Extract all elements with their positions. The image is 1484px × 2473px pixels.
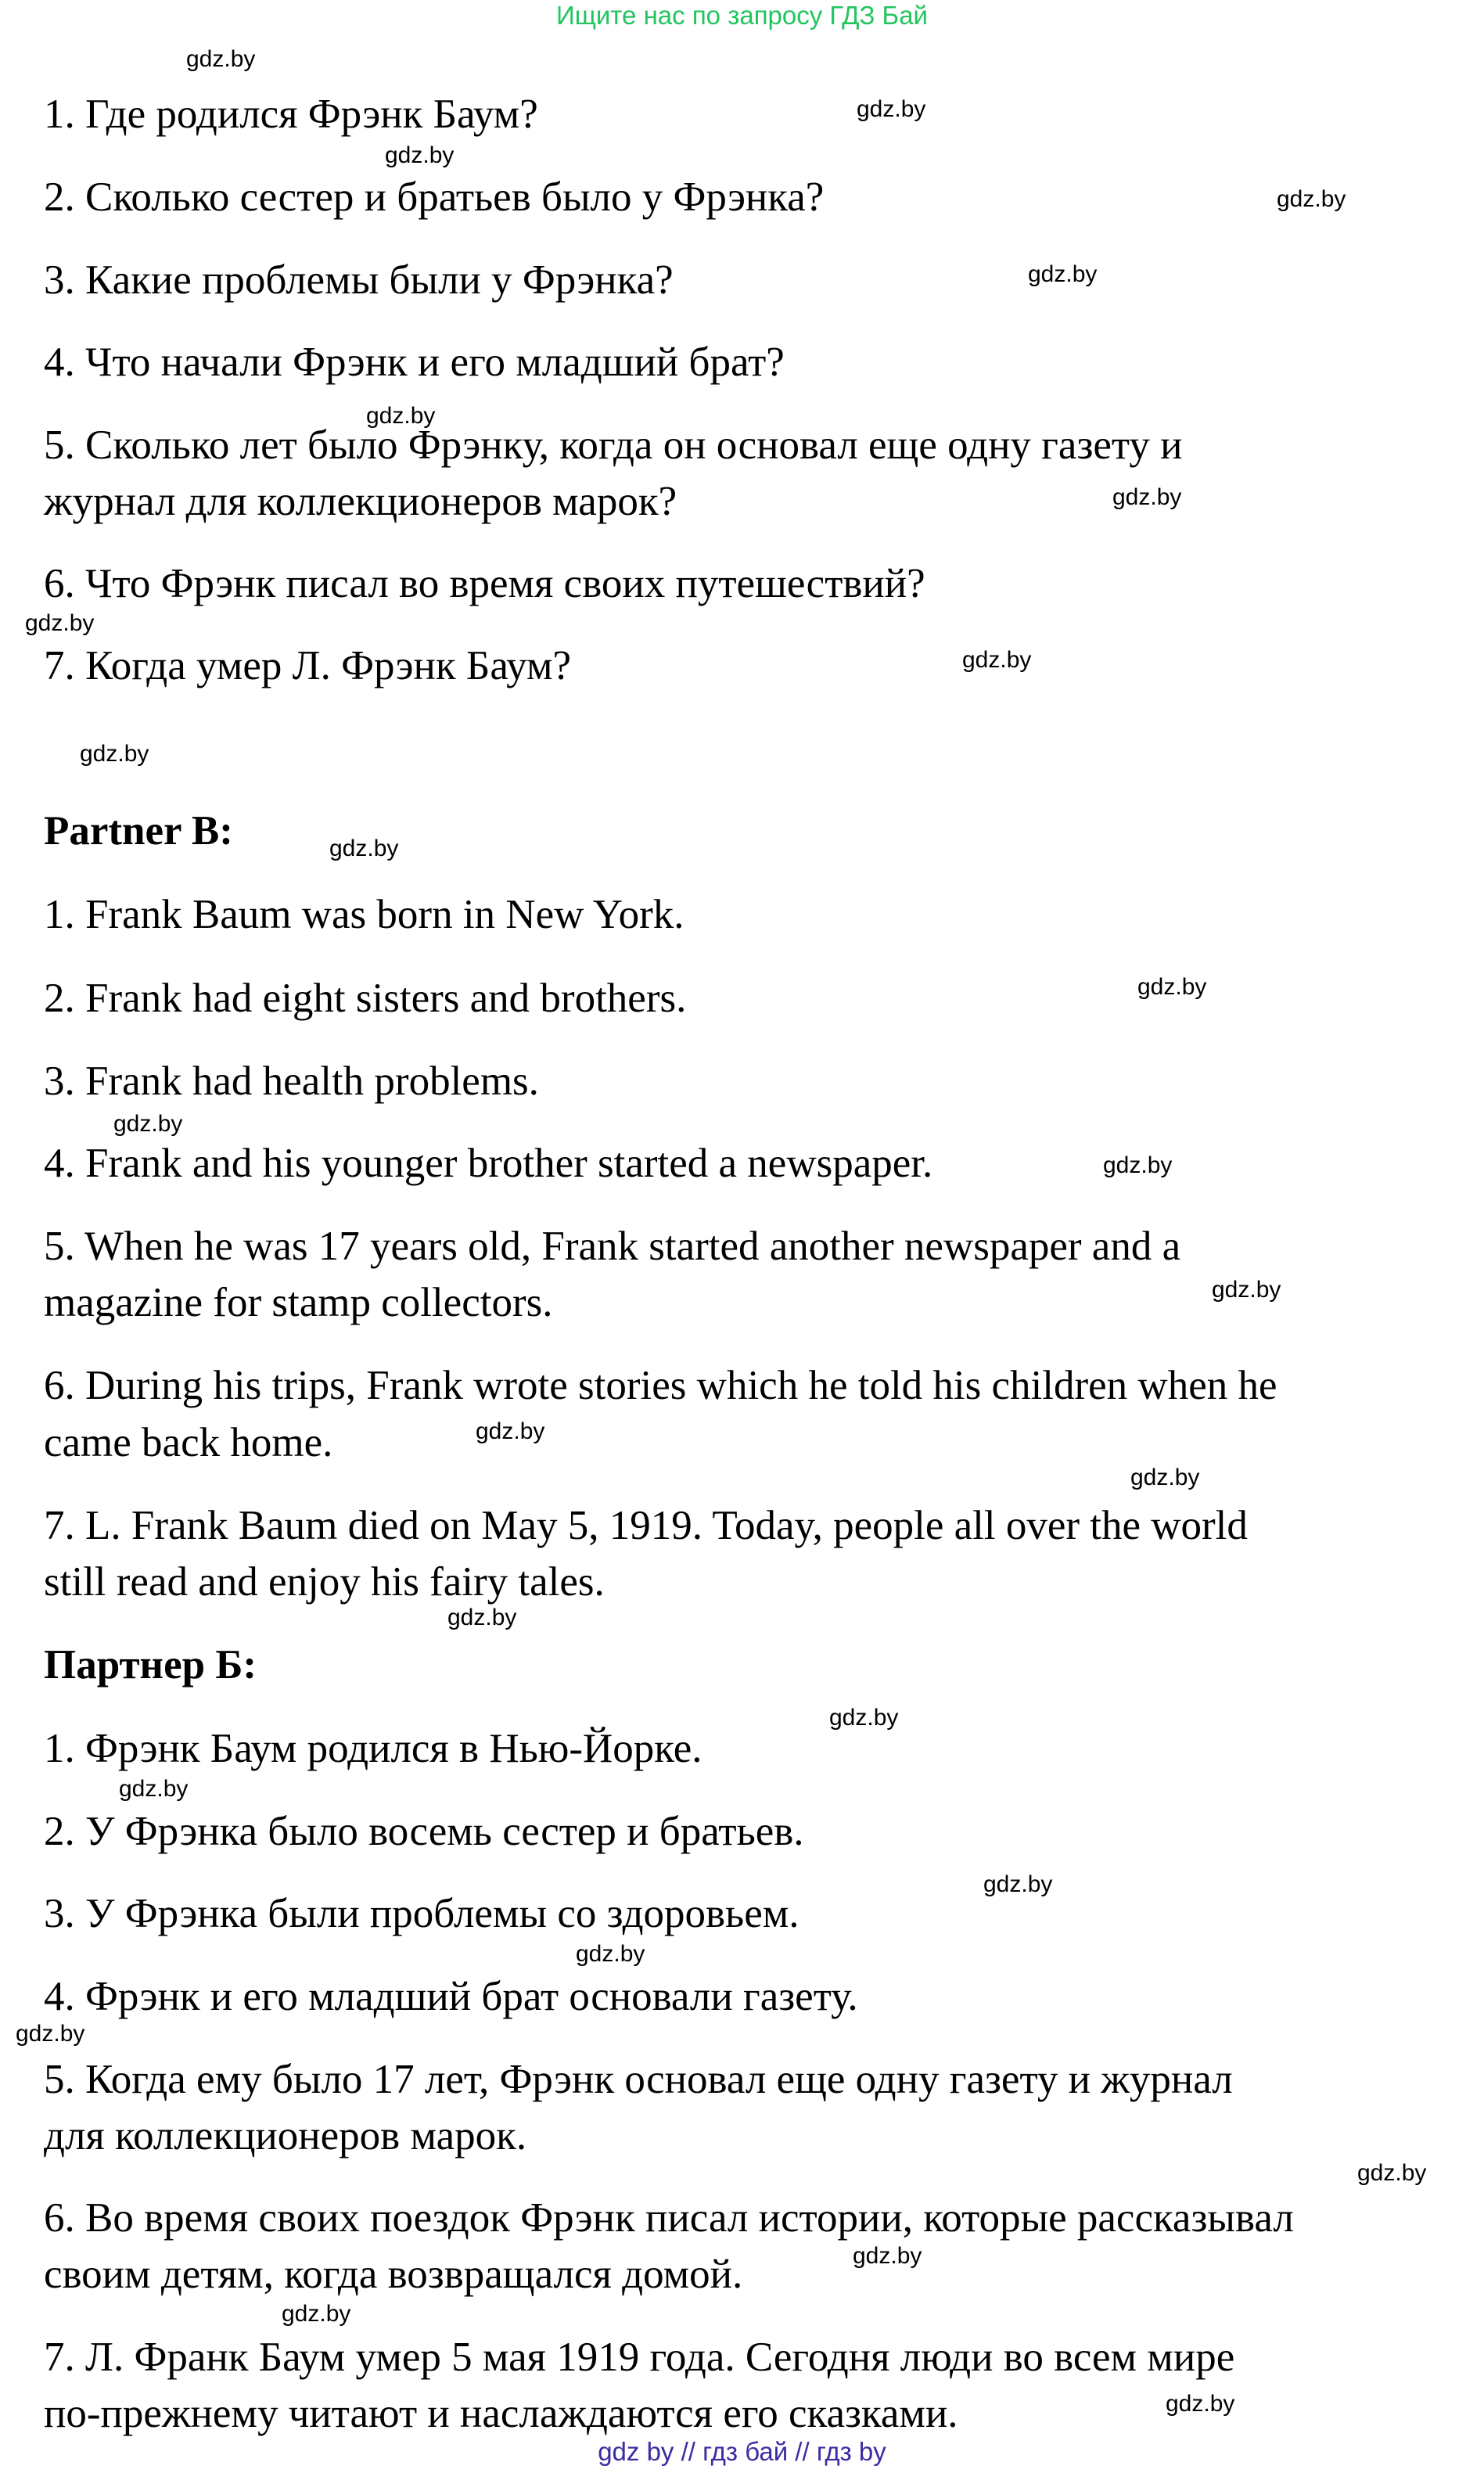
watermark: gdz.by xyxy=(1212,1277,1281,1303)
partner-b-ru-answer-5-line-2: для коллекционеров марок. xyxy=(44,2113,527,2158)
watermark: gdz.by xyxy=(80,741,149,767)
watermark: gdz.by xyxy=(857,96,926,122)
watermark: gdz.by xyxy=(385,142,455,168)
watermark: gdz.by xyxy=(1277,186,1346,212)
partner-b-answer-2: 2. Frank had eight sisters and brothers. xyxy=(44,976,687,1021)
watermark: gdz.by xyxy=(476,1418,545,1444)
partner-b-answer-3: 3. Frank had health problems. xyxy=(44,1059,539,1104)
watermark: gdz.by xyxy=(1166,2391,1235,2417)
watermark: gdz.by xyxy=(119,1776,189,1802)
partner-b-answer-6-line-2: came back home. xyxy=(44,1420,333,1465)
question-5-line-2: журнал для коллекционеров марок? xyxy=(44,479,677,524)
partner-b-ru-answer-2: 2. У Фрэнка было восемь сестер и братьев. xyxy=(44,1809,804,1854)
partner-b-ru-answer-4: 4. Фрэнк и его младший брат основали газету. xyxy=(44,1974,858,2019)
partner-b-answer-7-line-2: still read and enjoy his fairy tales. xyxy=(44,1559,605,1605)
watermark: gdz.by xyxy=(25,610,95,636)
watermark: gdz.by xyxy=(829,1705,899,1731)
partner-b-ru-answer-7-line-2: по-прежнему читают и наслаждаются его сказками. xyxy=(44,2391,958,2436)
watermark: gdz.by xyxy=(366,403,436,429)
watermark: gdz.by xyxy=(1357,2160,1427,2186)
question-2: 2. Сколько сестер и братьев было у Фрэнка? xyxy=(44,174,825,220)
watermark: gdz.by xyxy=(329,836,399,861)
question-3: 3. Какие проблемы были у Фрэнка? xyxy=(44,257,674,303)
watermark: gdz.by xyxy=(983,1871,1053,1897)
partner-b-heading: Partner B: xyxy=(44,808,233,854)
partner-b-ru-answer-1: 1. Фрэнк Баум родился в Нью-Йорке. xyxy=(44,1726,702,1771)
watermark: gdz.by xyxy=(1137,974,1207,1000)
partner-b-answer-1: 1. Frank Baum was born in New York. xyxy=(44,892,685,937)
partner-b-ru-answer-6-line-2: своим детям, когда возвращался домой. xyxy=(44,2252,743,2297)
watermark: gdz.by xyxy=(1130,1465,1200,1490)
partner-b-answer-4: 4. Frank and his younger brother started a newspaper. xyxy=(44,1141,933,1186)
partner-b-answer-7-line-1: 7. L. Frank Baum died on May 5, 1919. Today, people all over the world xyxy=(44,1503,1248,1548)
partner-b-answer-5-line-2: magazine for stamp collectors. xyxy=(44,1280,553,1325)
partner-b-ru-answer-7-line-1: 7. Л. Франк Баум умер 5 мая 1919 года. Сегодня люди во всем мире xyxy=(44,2335,1235,2380)
partner-b-answer-5-line-1: 5. When he was 17 years old, Frank started another newspaper and a xyxy=(44,1224,1181,1269)
partner-b-ru-heading: Партнер Б: xyxy=(44,1642,257,1688)
partner-b-ru-answer-6-line-1: 6. Во время своих поездок Фрэнк писал истории, которые рассказывал xyxy=(44,2195,1294,2241)
partner-b-ru-answer-5-line-1: 5. Когда ему было 17 лет, Фрэнк основал еще одну газету и журнал xyxy=(44,2057,1233,2102)
watermark: gdz.by xyxy=(113,1111,183,1137)
question-1: 1. Где родился Фрэнк Баум? xyxy=(44,92,538,137)
watermark: gdz.by xyxy=(447,1605,517,1630)
watermark: gdz.by xyxy=(1112,484,1182,510)
watermark: gdz.by xyxy=(853,2243,922,2269)
question-5-line-1: 5. Сколько лет было Фрэнку, когда он основал еще одну газету и xyxy=(44,422,1183,468)
question-6: 6. Что Фрэнк писал во время своих путешествий? xyxy=(44,561,925,606)
watermark: gdz.by xyxy=(282,2301,351,2327)
site-footer: gdz by // гдз бай // гдз by xyxy=(598,2437,886,2466)
site-banner: Ищите нас по запросу ГДЗ Бай xyxy=(556,1,928,30)
watermark: gdz.by xyxy=(16,2021,85,2047)
partner-b-answer-6-line-1: 6. During his trips, Frank wrote stories which he told his children when he xyxy=(44,1363,1277,1408)
watermark: gdz.by xyxy=(1103,1152,1173,1178)
watermark: gdz.by xyxy=(962,647,1032,673)
question-4: 4. Что начали Фрэнк и его младший брат? xyxy=(44,340,785,385)
watermark: gdz.by xyxy=(1028,261,1098,287)
partner-b-ru-answer-3: 3. У Фрэнка были проблемы со здоровьем. xyxy=(44,1891,799,1936)
watermark: gdz.by xyxy=(576,1941,645,1967)
watermark: gdz.by xyxy=(186,46,256,72)
question-7: 7. Когда умер Л. Фрэнк Баум? xyxy=(44,643,572,688)
